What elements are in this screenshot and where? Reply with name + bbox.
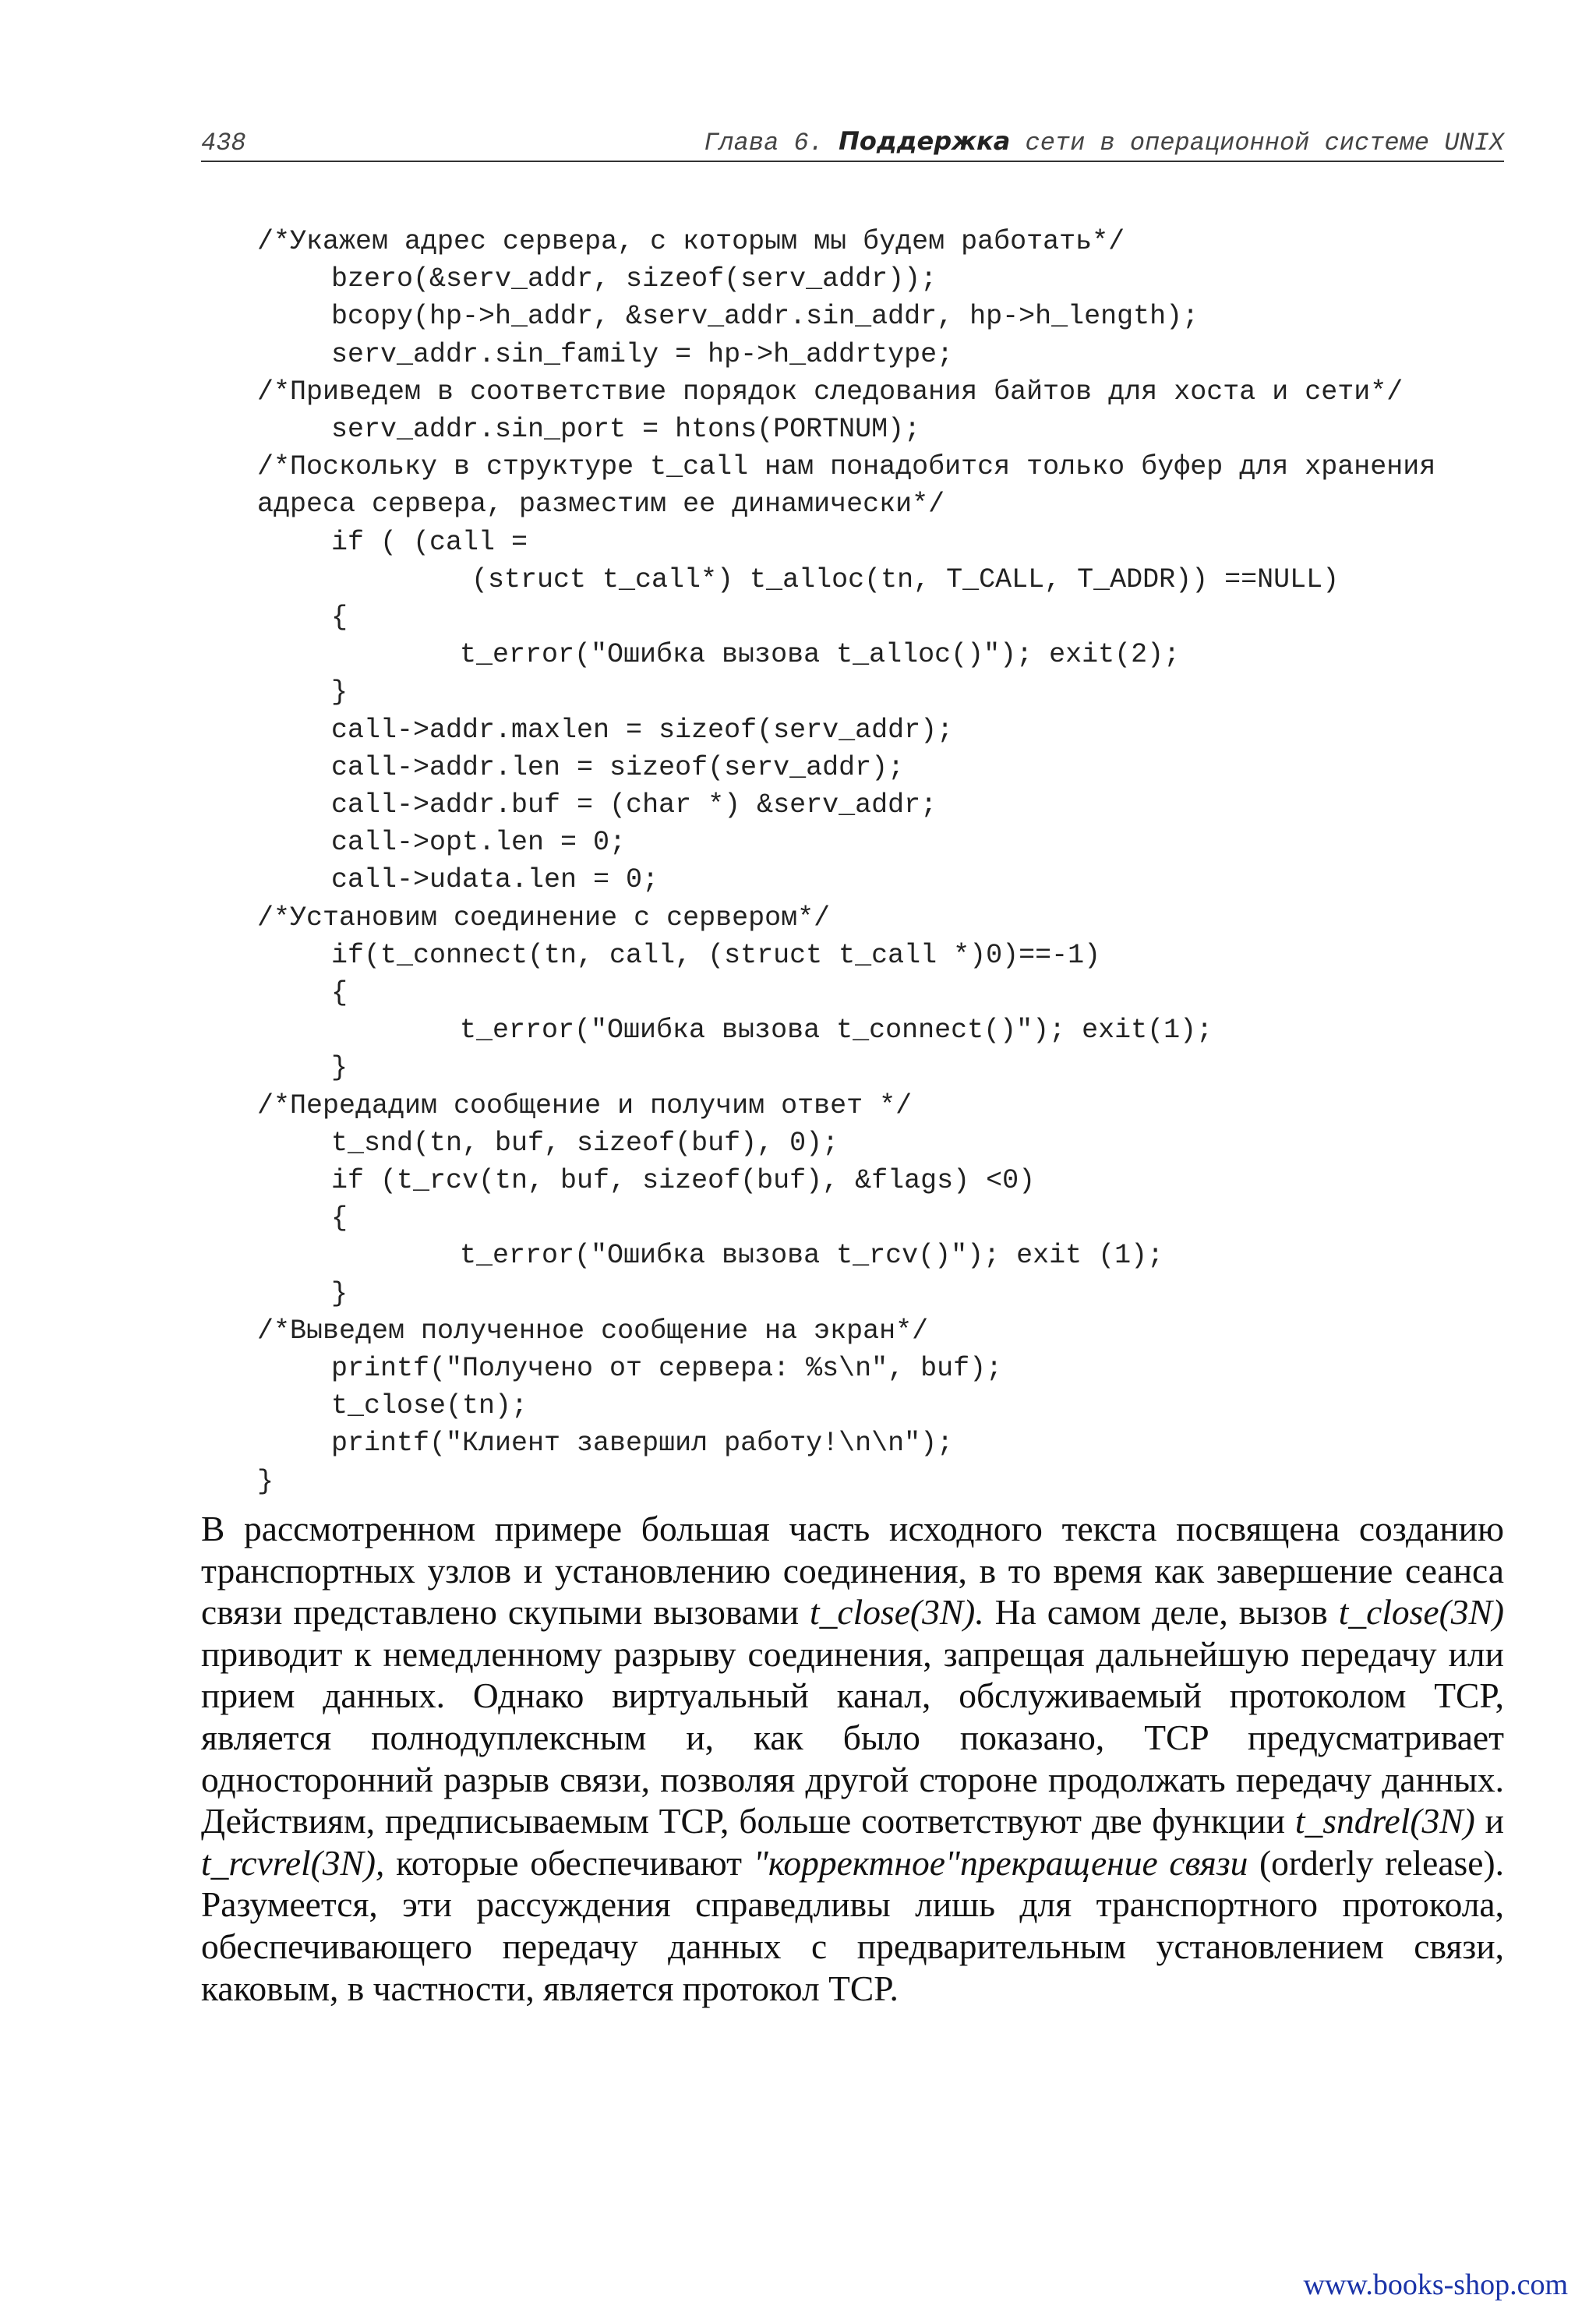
body-text-1: В рассмотренном примере большая часть исходного текста посвящена созданию транспортных узлов и установлению соединения, в то время как завершение сеанса связи представлено скупыми вызовами: [201, 1509, 1504, 1633]
running-header: [201, 122, 1504, 162]
body-text-6: (orderly release). Разумеется, эти рассуждения справедливы лишь для транспортного протокола, обеспечивающего передачу данных с предварительным установлением связи, каковым, в частности, является протокол TCP.: [201, 1842, 1504, 2008]
code-line: {: [331, 977, 348, 1008]
chapter-bold: Поддержка: [839, 126, 1011, 156]
code-line: if(t_connect(tn, call, (struct t_call *)0)==-1): [331, 939, 1101, 971]
code-line: t_close(tn);: [331, 1390, 528, 1422]
func-ref-rcvrel: t_rcvrel(3N),: [201, 1842, 385, 1883]
code-line: printf("Получено от сервера: %s\n", buf);: [331, 1353, 1003, 1384]
code-line: t_error("Ошибка вызова t_connect()"); exit(1);: [460, 1015, 1213, 1047]
term-orderly-release: "корректное"прекращение связи: [753, 1842, 1248, 1883]
code-line: }: [257, 1465, 274, 1497]
code-line: t_snd(tn, buf, sizeof(buf), 0);: [331, 1127, 839, 1159]
code-line: call->opt.len = 0;: [331, 827, 627, 859]
site-watermark: www.books-shop.com: [1303, 2268, 1568, 2301]
code-line: {: [331, 602, 348, 633]
func-ref-close-1: t_close(3N).: [810, 1592, 984, 1633]
code-line: t_error("Ошибка вызова t_alloc()"); exit(2);: [460, 639, 1181, 671]
code-line: call->addr.buf = (char *) &serv_addr;: [331, 789, 937, 821]
code-line: printf("Клиент завершил работу!\n\n");: [331, 1428, 954, 1460]
code-line: call->udata.len = 0;: [331, 864, 659, 896]
body-text-4: и: [1474, 1801, 1504, 1841]
code-line: }: [331, 676, 348, 708]
code-line: }: [331, 1052, 348, 1084]
code-line: if (t_rcv(tn, buf, sizeof(buf), &flags) <0): [331, 1165, 1036, 1196]
func-ref-sndrel: t_sndrel(3N): [1294, 1801, 1475, 1841]
page-number: 438: [201, 129, 246, 157]
code-line: t_error("Ошибка вызова t_rcv()"); exit (1);: [460, 1240, 1164, 1272]
code-line: (struct t_call*) t_alloc(tn, T_CALL, T_ADDR)) ==NULL): [471, 563, 1340, 595]
body-paragraph: [201, 1508, 1504, 2009]
code-line: call->addr.maxlen = sizeof(serv_addr);: [331, 714, 954, 746]
code-line: /*Выведем полученное сообщение на экран*/: [257, 1315, 929, 1347]
code-line: bzero(&serv_addr, sizeof(serv_addr));: [331, 263, 937, 295]
code-line: if ( (call =: [331, 526, 528, 558]
body-text-5: которые обеспечивают: [384, 1842, 754, 1883]
code-line: serv_addr.sin_port = htons(PORTNUM);: [331, 414, 921, 445]
code-line: /*Передадим сообщение и получим ответ */: [257, 1089, 913, 1121]
chapter-prefix: Глава 6.: [704, 129, 824, 157]
chapter-rest: сети в операционной системе UNIX: [1025, 129, 1504, 157]
code-line: /*Укажем адрес сервера, с которым мы будем работать*/: [257, 226, 1125, 257]
body-text-2: На самом деле, вызов: [983, 1592, 1339, 1633]
code-line: serv_addr.sin_family = hp->h_addrtype;: [331, 338, 954, 370]
code-line: /*Установим соединение с сервером*/: [257, 902, 831, 934]
chapter-title: [704, 126, 1504, 157]
code-line: call->addr.len = sizeof(serv_addr);: [331, 751, 905, 783]
func-ref-close-2: t_close(3N): [1338, 1592, 1504, 1633]
code-line: bcopy(hp->h_addr, &serv_addr.sin_addr, hp->h_length);: [331, 301, 1199, 333]
code-line: {: [331, 1202, 348, 1234]
code-line: адреса сервера, разместим ее динамически*/: [257, 489, 945, 521]
body-text-3: приводит к немедленному разрыву соединения, запрещая дальнейшую передачу или прием данных. Однако виртуальный канал, обслуживаемый протоколом TCP, является полнодуплексным и, как было показано, TCP предусматривает односторонний разрыв связи, позволяя другой стороне продолжать передачу данных. Действиям, предписываемым TCP, больше соответствуют две функции: [201, 1633, 1504, 1841]
code-line: }: [331, 1277, 348, 1309]
code-line: /*Поскольку в структуре t_call нам понадобится только буфер для хранения: [257, 451, 1436, 483]
code-line: /*Приведем в соответствие порядок следования байтов для хоста и сети*/: [257, 376, 1404, 408]
